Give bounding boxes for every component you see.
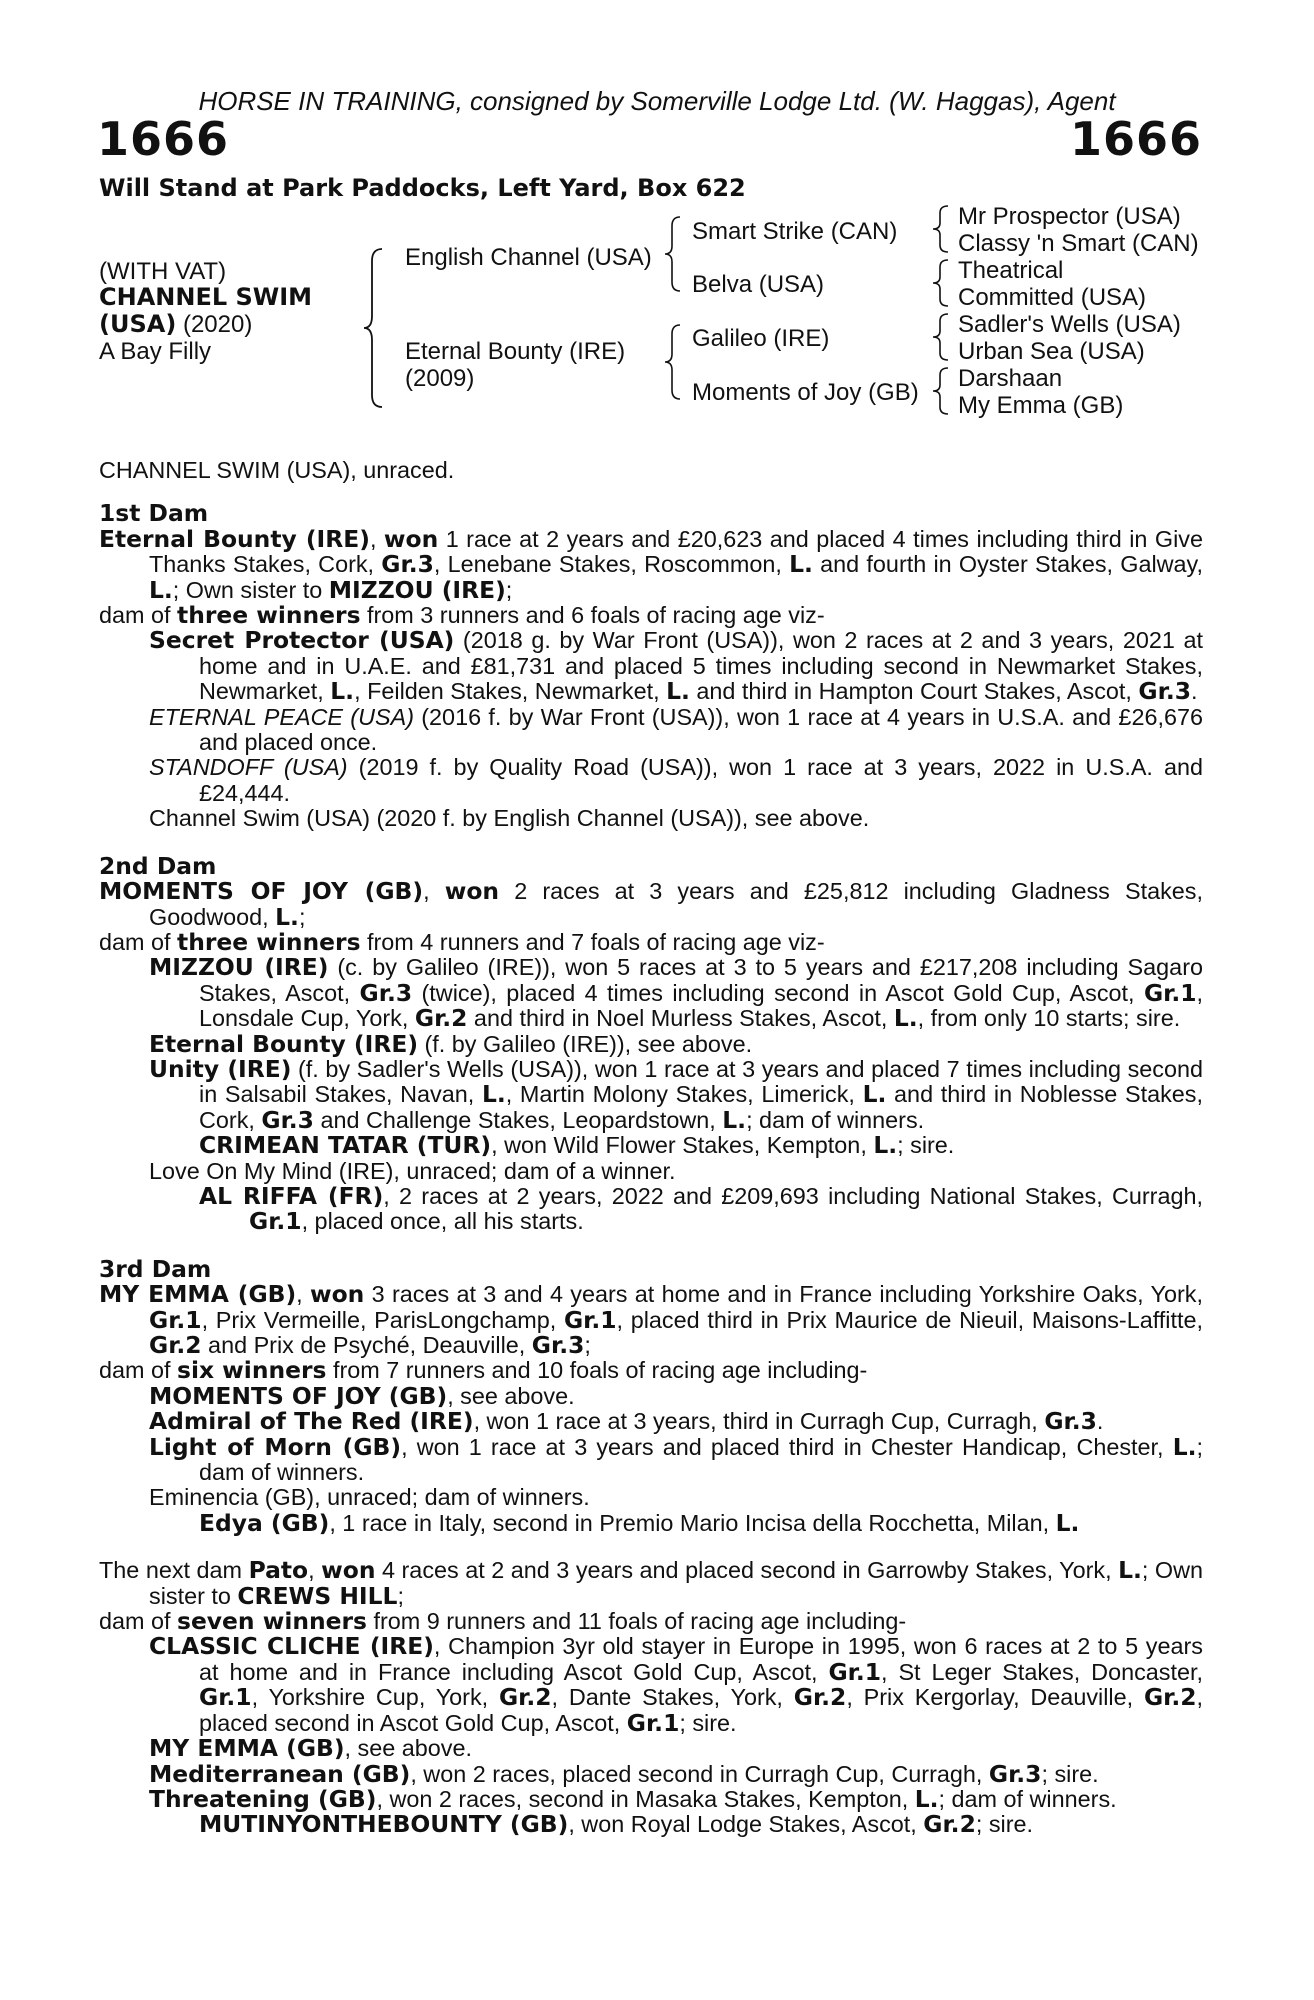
- text-run: ,: [369, 525, 384, 552]
- text-run: , won Wild Flower Stakes, Kempton,: [491, 1132, 874, 1159]
- text-run: , placed once, all his starts.: [301, 1208, 584, 1235]
- bold-text: Gr.1: [828, 1657, 882, 1686]
- bold-text: Gr.1: [626, 1708, 680, 1737]
- bold-text: MIZZOU (IRE): [328, 575, 506, 604]
- bold-text: Light of Morn (GB): [149, 1432, 402, 1461]
- produce-entry: [99, 1029, 1203, 1058]
- bold-text: L.: [330, 677, 355, 706]
- bold-text: Gr.2: [498, 1683, 552, 1712]
- text-run: , Prix Vermeille, ParisLongchamp,: [201, 1306, 564, 1333]
- vat-label: (WITH VAT): [99, 258, 227, 285]
- text-run: , see above.: [447, 1382, 575, 1409]
- bold-text: Gr.2: [149, 1331, 202, 1359]
- next-dam-produce-list: [99, 1634, 1203, 1837]
- bold-text: MUTINYONTHEBOUNTY (GB): [199, 1810, 569, 1839]
- bold-text: L.: [914, 1784, 939, 1813]
- text-run: and fourth in Oyster Stakes, Galway,: [812, 551, 1204, 578]
- bold-text: won: [444, 877, 500, 906]
- text-run: dam of: [99, 1357, 178, 1384]
- catalogue-body: [99, 458, 1203, 1838]
- bold-text: Gr.3: [359, 978, 413, 1007]
- italic-text: STANDOFF (USA): [149, 754, 348, 781]
- produce-entry: [99, 955, 1203, 1031]
- bold-text: L.: [789, 550, 813, 579]
- text-run: , won 1 race at 3 years and placed third in Chester Handicap, Chester,: [401, 1433, 1173, 1460]
- text-run: ; dam of winners.: [938, 1785, 1117, 1812]
- bold-text: Gr.3: [988, 1759, 1042, 1788]
- text-run: ;: [505, 576, 513, 603]
- next-dam-dam-of: [99, 1609, 1203, 1634]
- produce-entry: [99, 1409, 1203, 1434]
- bold-text: Unity (IRE): [149, 1054, 292, 1083]
- text-run: , won 2 races, placed second in Curragh Cup, Curragh,: [410, 1760, 989, 1787]
- section-title-2nd-dam: 2nd Dam: [99, 851, 217, 880]
- bold-text: Gr.3: [1138, 677, 1191, 706]
- bold-text: Gr.1: [1143, 978, 1197, 1007]
- pedigree-dds: Darshaan: [958, 365, 1063, 392]
- text-run: , Dante Stakes, York,: [551, 1684, 794, 1711]
- next-dam-main: [99, 1558, 1203, 1609]
- text-run: ;: [298, 903, 306, 930]
- text-run: 4 races at 2 and 3 years and placed second in Garrowby Stakes, York,: [375, 1557, 1119, 1584]
- bold-text: Gr.3: [381, 550, 434, 579]
- bold-text: Eternal Bounty (IRE): [99, 524, 370, 553]
- pedigree-dam: Eternal Bounty (IRE): [405, 338, 626, 365]
- dam2-produce-list: [99, 955, 1203, 1234]
- horse-name-country-year: [99, 311, 252, 339]
- bold-text: Mediterranean (GB): [149, 1759, 411, 1788]
- pedigree-ssd: Classy 'n Smart (CAN): [958, 230, 1199, 257]
- produce-entry: [99, 1381, 1203, 1410]
- text-run: from 4 runners and 7 foals of racing age viz-: [360, 928, 825, 955]
- pedigree-dam-dam: Moments of Joy (GB): [692, 379, 919, 406]
- bold-text: Threatening (GB): [149, 1784, 377, 1813]
- text-run: Love On My Mind (IRE), unraced; dam of a winner.: [149, 1157, 676, 1184]
- text-run: ; Own sister to: [149, 1557, 1204, 1609]
- bold-text: Gr.1: [199, 1683, 252, 1712]
- produce-entry: [99, 1759, 1203, 1788]
- bold-text: L.: [1172, 1432, 1197, 1461]
- brace-4: [930, 365, 952, 417]
- text-run: (c. by Galileo (IRE)), won 5 races at 3 to 5 years and £217,208 including Sagaro Stakes, Ascot,: [199, 954, 1203, 1006]
- intro-line: CHANNEL SWIM (USA), unraced.: [99, 457, 455, 483]
- bold-text: Gr.2: [923, 1810, 976, 1839]
- text-run: 3 races at 3 and 4 years at home and in France including Yorkshire Oaks, York,: [364, 1281, 1203, 1308]
- text-run: .: [1190, 678, 1198, 705]
- dam1-produce-2: [99, 705, 1203, 756]
- pedigree-sire-sire: Smart Strike (CAN): [692, 218, 898, 245]
- pedigree-dsd: Urban Sea (USA): [958, 338, 1145, 365]
- brace-1: [930, 203, 952, 255]
- text-run: , Feilden Stakes, Newmarket,: [354, 678, 667, 705]
- produce-entry: [99, 1432, 1203, 1486]
- section-title-1st-dam: 1st Dam: [99, 499, 209, 528]
- bold-text: L.: [666, 677, 690, 706]
- bold-text: L.: [873, 1131, 898, 1160]
- produce-entry: [99, 1133, 1203, 1158]
- text-run: .: [1096, 1408, 1104, 1435]
- text-run: , 1 race in Italy, second in Premio Mario Incisa della Rocchetta, Milan,: [329, 1509, 1056, 1536]
- bold-text: seven winners: [177, 1607, 367, 1636]
- text-run: , won Royal Lodge Stakes, Ascot,: [568, 1811, 924, 1838]
- pedigree-sire-dam: Belva (USA): [692, 271, 825, 298]
- text-run: , from only 10 starts; sire.: [917, 1005, 1181, 1032]
- produce-entry: [99, 1054, 1203, 1134]
- bold-text: won: [321, 1556, 376, 1585]
- text-run: , placed third in Prix Maurice de Nieuil, Maisons-Laffitte,: [616, 1306, 1204, 1333]
- pedigree-ddd: My Emma (GB): [958, 392, 1124, 419]
- horse-name: CHANNEL SWIM: [99, 283, 313, 311]
- bold-text: three winners: [177, 601, 361, 630]
- bold-text: L.: [275, 902, 299, 931]
- bold-text: L.: [893, 1004, 918, 1033]
- bold-text: won: [383, 524, 439, 553]
- bold-text: Admiral of The Red (IRE): [149, 1407, 474, 1436]
- text-run: from 3 runners and 6 foals of racing age viz-: [360, 602, 825, 629]
- italic-text: ETERNAL PEACE (USA): [149, 703, 414, 730]
- text-run: , 2 races at 2 years, 2022 and £209,693 including National Stakes, Curragh,: [383, 1182, 1203, 1209]
- text-run: ;: [397, 1582, 404, 1609]
- text-run: ; dam of winners.: [199, 1433, 1203, 1486]
- dam3-main: [99, 1282, 1203, 1358]
- bold-text: Eternal Bounty (IRE): [149, 1029, 419, 1058]
- bold-text: L.: [1118, 1556, 1142, 1585]
- pedigree-dam-sire: Galileo (IRE): [692, 325, 830, 352]
- text-run: , Lenebane Stakes, Roscommon,: [433, 551, 790, 578]
- lot-number-right: 1666: [1069, 112, 1202, 166]
- bold-text: Gr.1: [563, 1305, 617, 1334]
- bold-text: Gr.2: [414, 1004, 468, 1033]
- text-run: ; dam of winners.: [746, 1106, 925, 1133]
- text-run: and third in Noblesse Stakes, Cork,: [199, 1081, 1203, 1133]
- pedigree-sire: English Channel (USA): [405, 244, 652, 271]
- text-run: dam of: [99, 602, 178, 629]
- bold-text: L.: [1055, 1508, 1080, 1537]
- dam3-produce-list: [99, 1381, 1203, 1537]
- bold-text: Pato: [248, 1556, 309, 1585]
- bold-text: Edya (GB): [199, 1508, 330, 1537]
- bold-text: CLASSIC CLICHE (IRE): [149, 1632, 434, 1661]
- bold-text: Gr.2: [1143, 1683, 1197, 1712]
- dam2-main: [99, 879, 1203, 930]
- consignment-line: HORSE IN TRAINING, consigned by Somerville Lodge Ltd. (W. Haggas), Agent: [198, 86, 1116, 116]
- bold-text: L.: [481, 1080, 506, 1109]
- bold-text: MY EMMA (GB): [149, 1734, 345, 1763]
- horse-country: (USA): [99, 310, 177, 338]
- text-run: , Martin Molony Stakes, Limerick,: [505, 1081, 863, 1108]
- text-run: dam of: [99, 928, 178, 955]
- dam-brace: [662, 322, 684, 402]
- text-run: and third in Hampton Court Stakes, Ascot,: [689, 678, 1139, 705]
- pedigree-dam-year: (2009): [405, 365, 475, 392]
- bold-text: MIZZOU (IRE): [149, 953, 329, 982]
- text-run: and Challenge Stakes, Leopardstown,: [313, 1106, 723, 1133]
- dam1-produce-4: [99, 806, 1203, 831]
- produce-entry: [99, 1508, 1203, 1537]
- bold-text: L.: [722, 1105, 747, 1134]
- bold-text: Secret Protector (USA): [149, 626, 455, 655]
- text-run: , Lonsdale Cup, York,: [199, 979, 1203, 1032]
- bold-text: L.: [862, 1080, 887, 1109]
- stand-location: Will Stand at Park Paddocks, Left Yard, Box 622: [99, 174, 746, 202]
- bold-text: Gr.3: [261, 1105, 314, 1134]
- text-run: , Yorkshire Cup, York,: [251, 1684, 499, 1711]
- text-run: ; sire.: [1041, 1760, 1099, 1787]
- bold-text: Gr.2: [793, 1683, 847, 1712]
- dam1-produce-3: [99, 755, 1203, 806]
- produce-entry: [99, 1181, 1203, 1236]
- brace-3: [930, 311, 952, 363]
- text-run: The next dam: [99, 1557, 249, 1584]
- text-run: ;: [584, 1332, 591, 1358]
- bold-text: MOMENTS OF JOY (GB): [149, 1381, 448, 1410]
- bold-text: Gr.1: [249, 1207, 302, 1236]
- dam2-dam-of: [99, 927, 1203, 956]
- text-run: (2018 g. by War Front (USA)), won 2 races at 2 and 3 years, 2021 at home and in U.A.E. and £81,731 and placed 5 times including second in Newmarket Stakes, Newmarket,: [199, 627, 1203, 705]
- produce-entry: [99, 1634, 1203, 1736]
- produce-entry: [99, 1159, 1203, 1184]
- text-run: ,: [423, 878, 445, 905]
- produce-entry: [99, 1736, 1203, 1761]
- section-title-3rd-dam: 3rd Dam: [99, 1254, 212, 1283]
- text-run: , Champion 3yr old stayer in Europe in 1995, won 6 races at 2 to 5 years at home and in France including Ascot Gold Cup, Ascot,: [199, 1633, 1203, 1685]
- main-brace: [360, 246, 390, 410]
- text-run: , see above.: [344, 1735, 472, 1762]
- bold-text: MY EMMA (GB): [99, 1280, 297, 1309]
- bold-text: CREWS HILL: [237, 1581, 398, 1610]
- bold-text: AL RIFFA (FR): [199, 1181, 384, 1210]
- text-run: , won 1 race at 3 years, third in Curragh Cup, Curragh,: [473, 1408, 1045, 1435]
- bold-text: Gr.3: [531, 1331, 585, 1359]
- text-run: ; sire.: [679, 1709, 737, 1736]
- produce-entry: [99, 1784, 1203, 1813]
- horse-description: A Bay Filly: [99, 338, 212, 365]
- pedigree-sds: Theatrical: [958, 257, 1064, 284]
- text-run: ; sire.: [897, 1132, 955, 1159]
- brace-2: [930, 257, 952, 309]
- text-run: ,: [308, 1557, 322, 1584]
- bold-text: three winners: [177, 927, 361, 956]
- bold-text: won: [309, 1280, 365, 1309]
- sire-brace: [662, 214, 684, 294]
- bold-text: L.: [149, 575, 173, 604]
- produce-entry: [99, 1485, 1203, 1510]
- text-run: , placed second in Ascot Gold Cup, Ascot,: [199, 1684, 1203, 1736]
- dam1-main: [99, 524, 1204, 604]
- text-run: Channel Swim (USA) (2020 f. by English Channel (USA)), see above.: [149, 805, 870, 832]
- text-run: ; sire.: [975, 1811, 1034, 1838]
- text-run: 1 race at 2 years and £20,623 and placed 4 times including third in Give Thanks Stakes, Cork,: [149, 525, 1203, 578]
- dam1-dam-of: [99, 603, 1203, 628]
- text-run: from 7 runners and 10 foals of racing age including-: [326, 1357, 868, 1384]
- text-run: , Prix Kergorlay, Deauville,: [846, 1684, 1144, 1711]
- text-run: (2019 f. by Quality Road (USA)), won 1 race at 3 years, 2022 in U.S.A. and £24,444.: [199, 754, 1203, 806]
- horse-year: (2020): [176, 311, 253, 338]
- text-run: 2 races at 3 years and £25,812 including Gladness Stakes, Goodwood,: [149, 878, 1204, 930]
- bold-text: CRIMEAN TATAR (TUR): [199, 1131, 492, 1160]
- text-run: (twice), placed 4 times including second in Ascot Gold Cup, Ascot,: [412, 979, 1144, 1006]
- bold-text: Gr.3: [1044, 1407, 1097, 1436]
- text-run: and Prix de Psyché, Deauville,: [201, 1332, 532, 1358]
- text-run: (f. by Sadler's Wells (USA)), won 1 race at 3 years and placed 7 times including second in Salsabil Stakes, Navan,: [199, 1055, 1203, 1108]
- text-run: from 9 runners and 11 foals of racing age including-: [366, 1608, 907, 1635]
- lot-number-left: 1666: [97, 112, 230, 166]
- bold-text: MOMENTS OF JOY (GB): [99, 877, 424, 906]
- dam3-dam-of: [99, 1358, 1203, 1383]
- pedigree-dss: Sadler's Wells (USA): [958, 311, 1181, 338]
- text-run: (f. by Galileo (IRE)), see above.: [418, 1030, 753, 1057]
- pedigree-sss: Mr Prospector (USA): [958, 203, 1181, 230]
- spacer: [99, 1536, 1203, 1558]
- text-run: dam of: [99, 1608, 178, 1635]
- text-run: Eminencia (GB), unraced; dam of winners.: [149, 1484, 590, 1511]
- pedigree-sdd: Committed (USA): [958, 284, 1147, 311]
- text-run: , won 2 races, second in Masaka Stakes, Kempton,: [376, 1785, 915, 1812]
- bold-text: Gr.1: [149, 1305, 202, 1334]
- text-run: and third in Noel Murless Stakes, Ascot,: [467, 1005, 894, 1032]
- text-run: , St Leger Stakes, Doncaster,: [881, 1658, 1203, 1685]
- bold-text: six winners: [177, 1356, 327, 1385]
- text-run: ,: [296, 1281, 310, 1308]
- produce-entry: [99, 1812, 1203, 1837]
- text-run: ; Own sister to: [172, 576, 329, 603]
- dam1-produce-1: [99, 628, 1203, 704]
- text-run: (2016 f. by War Front (USA)), won 1 race at 4 years in U.S.A. and £26,676 and placed once.: [199, 703, 1203, 756]
